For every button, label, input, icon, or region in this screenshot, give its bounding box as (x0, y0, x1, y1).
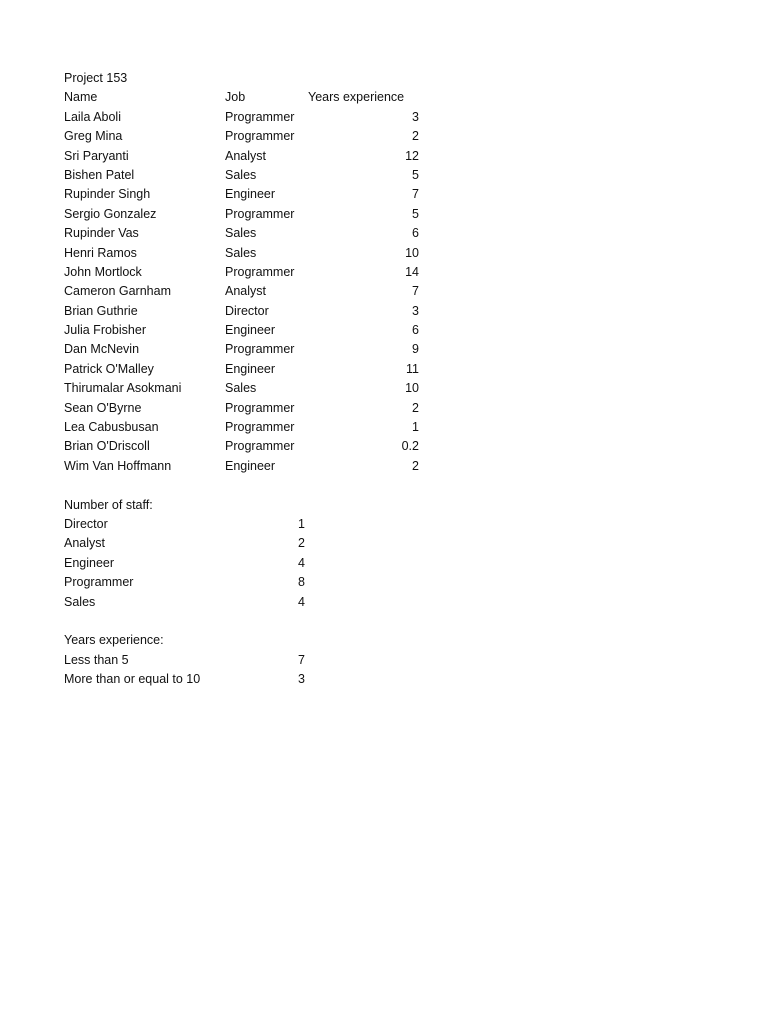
table-row (64, 418, 444, 437)
cell-name[interactable]: Patrick O'Malley (64, 361, 154, 376)
project-title[interactable]: Project 153 (64, 71, 128, 85)
cell-years[interactable]: 5 (412, 206, 419, 221)
table-row (64, 166, 444, 185)
table-row (64, 185, 444, 204)
table-row (64, 282, 444, 301)
cell-years[interactable]: 10 (405, 381, 419, 396)
cell-name[interactable]: Brian O'Driscoll (64, 439, 150, 454)
summary-label[interactable]: Engineer (64, 555, 115, 570)
header-job[interactable]: Job (225, 90, 246, 105)
table-row (64, 399, 444, 418)
cell-years[interactable]: 9 (412, 342, 419, 357)
cell-job[interactable]: Programmer (225, 342, 295, 357)
table-row (64, 224, 444, 243)
table-row (64, 302, 444, 321)
cell-job[interactable]: Director (225, 303, 269, 318)
blank-row[interactable] (64, 476, 444, 495)
summary-label[interactable]: Director (64, 516, 108, 531)
summary-count[interactable]: 2 (298, 536, 305, 551)
cell-years[interactable]: 2 (412, 129, 419, 144)
header-row (64, 88, 444, 107)
cell-name[interactable]: Cameron Garnham (64, 284, 171, 299)
summary-count[interactable]: 4 (298, 555, 305, 570)
cell-job[interactable]: Sales (225, 226, 257, 241)
cell-job[interactable]: Programmer (225, 420, 295, 435)
summary-row (64, 554, 444, 573)
cell-job[interactable]: Sales (225, 245, 257, 260)
header-name[interactable]: Name (64, 90, 98, 105)
cell-years[interactable]: 14 (405, 264, 419, 279)
table-row (64, 340, 444, 359)
cell-years[interactable]: 12 (405, 148, 419, 163)
cell-job[interactable]: Sales (225, 381, 257, 396)
staff-summary-title[interactable]: Number of staff: (64, 497, 153, 512)
cell-years[interactable]: 3 (412, 303, 419, 318)
blank-row[interactable] (64, 612, 444, 631)
summary-label[interactable]: Analyst (64, 536, 105, 551)
summary-label[interactable]: Sales (64, 594, 96, 609)
cell-years[interactable]: 3 (412, 109, 419, 124)
summary-label[interactable]: More than or equal to 10 (64, 672, 201, 687)
experience-summary-title-row (64, 631, 444, 650)
table-row (64, 127, 444, 146)
cell-job[interactable]: Analyst (225, 148, 266, 163)
cell-years[interactable]: 2 (412, 400, 419, 415)
cell-job[interactable]: Programmer (225, 206, 295, 221)
cell-job[interactable]: Programmer (225, 439, 295, 454)
cell-years[interactable]: 7 (412, 187, 419, 202)
cell-years[interactable]: 1 (412, 420, 419, 435)
table-row (64, 379, 444, 398)
table-row (64, 244, 444, 263)
cell-name[interactable]: Rupinder Singh (64, 187, 151, 202)
cell-job[interactable]: Engineer (225, 361, 276, 376)
experience-summary-title[interactable]: Years experience: (64, 633, 164, 648)
summary-row (64, 515, 444, 534)
cell-job[interactable]: Engineer (225, 187, 276, 202)
table-row (64, 263, 444, 282)
cell-name[interactable]: Sergio Gonzalez (64, 206, 157, 221)
table-row (64, 437, 444, 456)
summary-label[interactable]: Programmer (64, 575, 134, 590)
table-row (64, 205, 444, 224)
table-row (64, 321, 444, 340)
summary-row (64, 573, 444, 592)
cell-job[interactable]: Engineer (225, 458, 276, 473)
cell-name[interactable]: Bishen Patel (64, 167, 135, 182)
cell-name[interactable]: Dan McNevin (64, 342, 140, 357)
cell-years[interactable]: 7 (412, 284, 419, 299)
summary-count[interactable]: 7 (298, 652, 305, 667)
staff-summary-title-row (64, 496, 444, 515)
cell-name[interactable]: Lea Cabusbusan (64, 420, 159, 435)
cell-name[interactable]: Wim Van Hoffmann (64, 458, 172, 473)
cell-name[interactable]: Greg Mina (64, 129, 123, 144)
table-row (64, 457, 444, 476)
project-title-row (64, 69, 444, 88)
cell-years[interactable]: 11 (406, 361, 419, 376)
summary-count[interactable]: 1 (298, 516, 305, 531)
cell-job[interactable]: Programmer (225, 264, 295, 279)
cell-job[interactable]: Engineer (225, 323, 276, 338)
spreadsheet-sheet (64, 69, 444, 690)
table-row (64, 108, 444, 127)
summary-row (64, 651, 444, 670)
cell-name[interactable]: Brian Guthrie (64, 303, 138, 318)
summary-row (64, 670, 444, 689)
cell-job[interactable]: Programmer (225, 400, 295, 415)
cell-name[interactable]: Rupinder Vas (64, 226, 139, 241)
cell-name[interactable]: John Mortlock (64, 264, 142, 279)
cell-years[interactable]: 6 (412, 226, 419, 241)
cell-name[interactable]: Sri Paryanti (64, 148, 129, 163)
cell-name[interactable]: Thirumalar Asokmani (64, 381, 182, 396)
summary-label[interactable]: Less than 5 (64, 652, 129, 667)
header-years[interactable]: Years experience (308, 90, 405, 105)
summary-count[interactable]: 4 (298, 594, 305, 609)
summary-row (64, 593, 444, 612)
summary-count[interactable]: 8 (298, 575, 305, 590)
cell-job[interactable]: Programmer (225, 129, 295, 144)
cell-job[interactable]: Programmer (225, 109, 295, 124)
cell-years[interactable]: 2 (412, 458, 419, 473)
cell-job[interactable]: Sales (225, 167, 257, 182)
cell-job[interactable]: Analyst (225, 284, 266, 299)
table-row (64, 147, 444, 166)
cell-years[interactable]: 5 (412, 167, 419, 182)
cell-name[interactable]: Laila Aboli (64, 109, 121, 124)
table-row (64, 360, 444, 379)
summary-count[interactable]: 3 (298, 672, 305, 687)
cell-name[interactable]: Henri Ramos (64, 245, 137, 260)
cell-name[interactable]: Sean O'Byrne (64, 400, 142, 415)
summary-row (64, 534, 444, 553)
cell-name[interactable]: Julia Frobisher (64, 323, 146, 338)
cell-years[interactable]: 0.2 (401, 439, 419, 454)
cell-years[interactable]: 6 (412, 323, 419, 338)
cell-years[interactable]: 10 (405, 245, 419, 260)
